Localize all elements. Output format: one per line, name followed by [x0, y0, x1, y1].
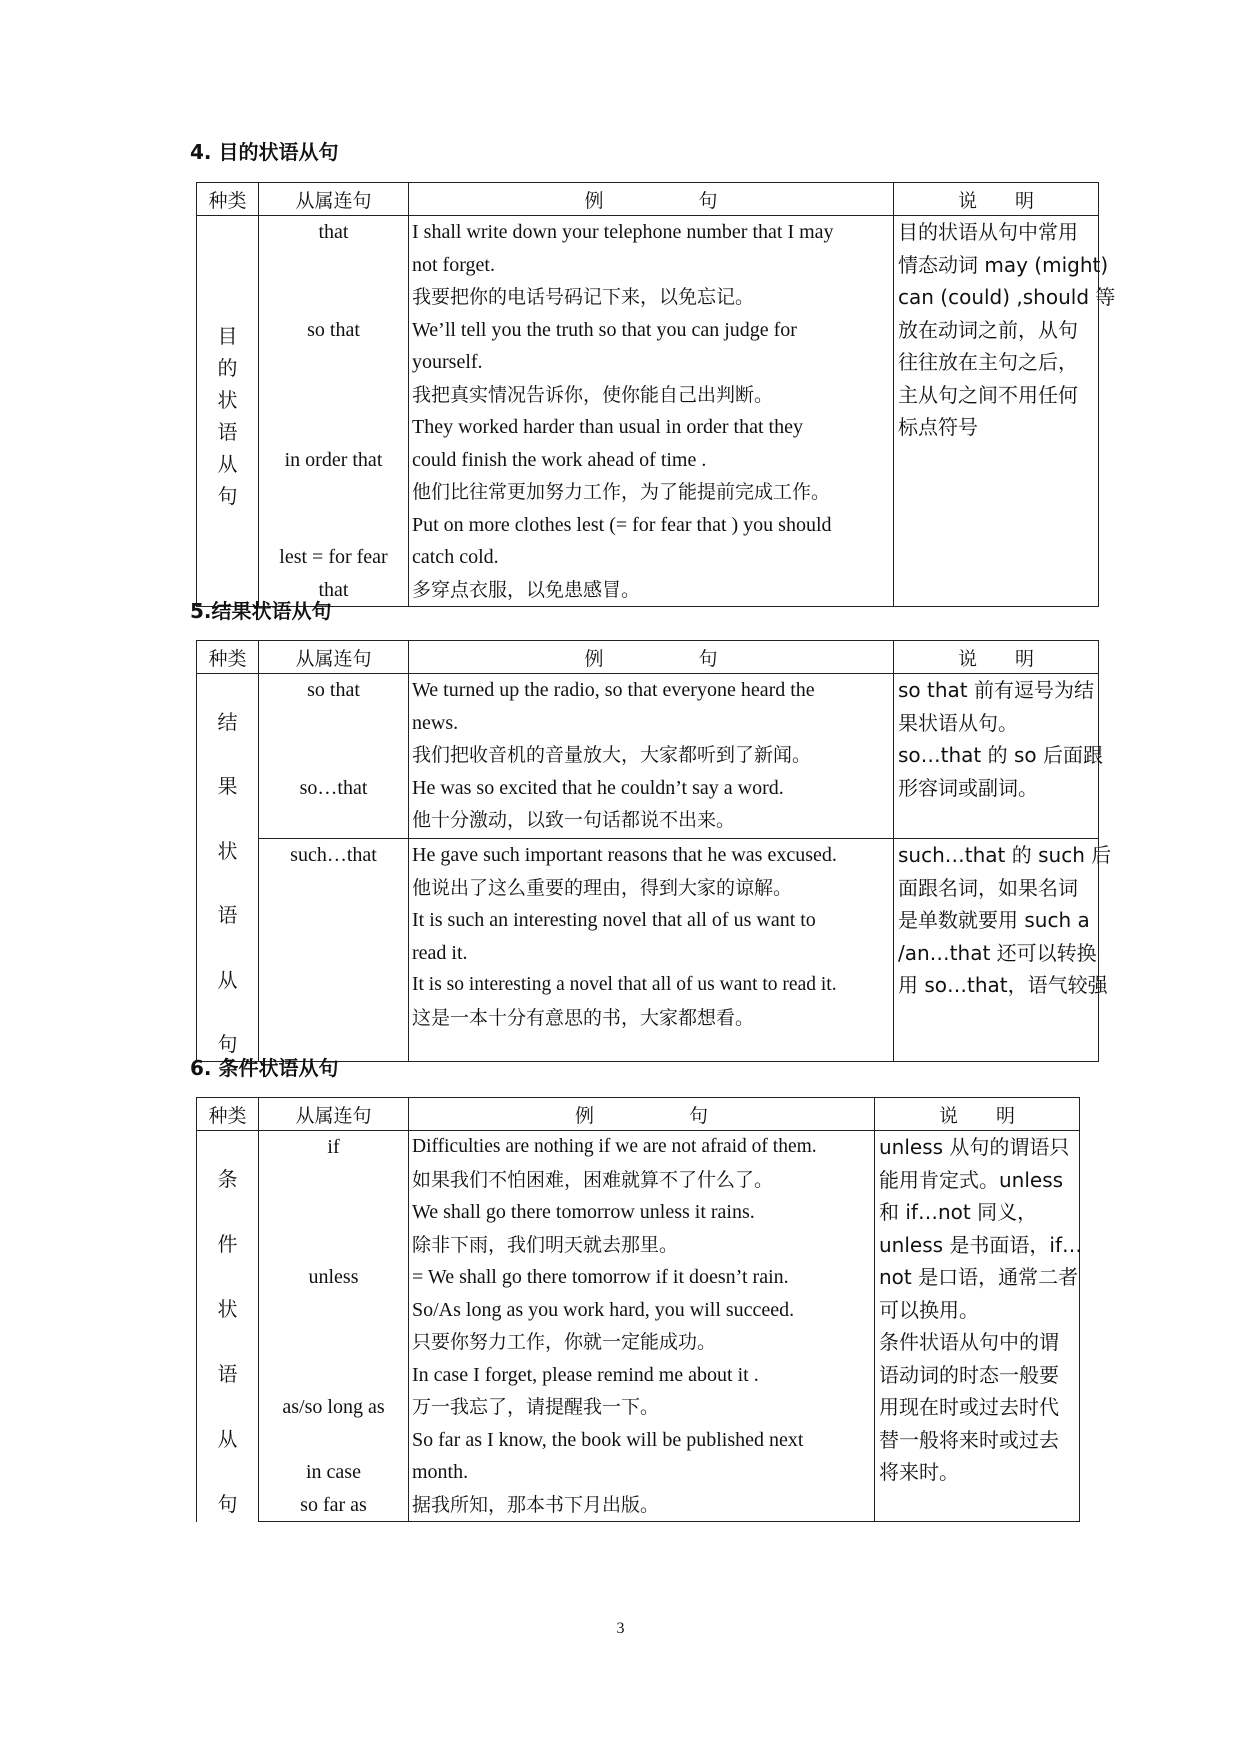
- note-line: so…that 的 so 后面跟: [898, 743, 1103, 767]
- note-line: 能用肯定式。unless: [879, 1167, 1064, 1192]
- category-char: 件: [217, 1232, 238, 1256]
- example-cell: [409, 216, 894, 607]
- example-line: 多穿点衣服，以免患感冒。: [412, 578, 641, 601]
- category-char: 句: [217, 484, 238, 508]
- note-line: unless 是书面语，if…: [879, 1232, 1083, 1257]
- example-line: could finish the work ahead of time .: [412, 448, 707, 471]
- header-note: 说 明: [875, 1098, 1080, 1131]
- category-char: 从: [217, 1427, 238, 1451]
- category-char: 状: [217, 1297, 238, 1321]
- table-row: [197, 1131, 1080, 1522]
- conjunction-line: [259, 509, 408, 542]
- table-header-row: [197, 183, 1099, 216]
- section-title-purpose: 4. 目的状语从句: [190, 140, 339, 164]
- conjunction-line: [259, 1359, 408, 1392]
- section-title-condition: 6. 条件状语从句: [190, 1056, 339, 1080]
- conjunction-line: unless: [308, 1266, 359, 1288]
- conjunction-line: so far as: [300, 1493, 367, 1516]
- header-example: 例 句: [409, 1098, 875, 1131]
- condition-clause-table: [196, 1097, 1083, 1522]
- note-line: 是单数就要用 such a: [898, 908, 1090, 932]
- note-line: 语动词的时态一般要: [879, 1362, 1059, 1387]
- example-line: not forget.: [412, 253, 495, 276]
- example-line: 万一我忘了，请提醒我一下。: [412, 1396, 660, 1418]
- table-row: [197, 674, 1099, 839]
- category-char: 从: [217, 968, 238, 992]
- note-line: /an…that 还可以转换: [898, 940, 1097, 965]
- example-line: They worked harder than usual in order that they: [412, 416, 803, 438]
- example-cell: [409, 674, 894, 839]
- note-line: 情态动词 may (might): [898, 252, 1109, 277]
- header-example: 例 句: [409, 183, 894, 216]
- conjunction-line: in order that: [284, 448, 383, 471]
- conjunction-cell: [259, 674, 409, 839]
- note-line: 和 if…not 同义，: [879, 1200, 1038, 1224]
- page-number: 3: [616, 1620, 625, 1637]
- conjunction-line: [259, 707, 408, 740]
- example-line: Put on more clothes lest (= for fear that ) you should: [412, 513, 832, 536]
- note-line: such…that 的 such 后: [898, 843, 1112, 867]
- conjunction-line: [259, 804, 408, 837]
- category-char: 语: [217, 903, 238, 927]
- example-line: He gave such important reasons that he was excused.: [412, 844, 837, 866]
- note-cell: [894, 839, 1112, 1062]
- table-row: [197, 216, 1099, 607]
- example-line: 如果我们不怕困难，困难就算不了什么了。: [412, 1168, 774, 1191]
- category-char: 目: [217, 324, 238, 348]
- example-line: 据我所知，那本书下月出版。: [412, 1493, 660, 1516]
- note-line: 条件状语从句中的谓: [879, 1330, 1059, 1354]
- note-line: can (could) ,should 等: [898, 285, 1116, 309]
- header-category: 种类: [197, 641, 259, 674]
- category-cell: [197, 674, 259, 1062]
- example-line: 他十分激动，以致一句话都说不出来。: [412, 809, 736, 831]
- note-line: 面跟名词，如果名词: [898, 875, 1078, 900]
- note-line: 形容词或副词。: [898, 775, 1038, 800]
- conjunction-line: [259, 476, 408, 509]
- conjunction-line: [259, 346, 408, 379]
- conjunction-line: if: [327, 1136, 340, 1158]
- conjunction-line: so that: [307, 318, 360, 341]
- table-row: [197, 839, 1099, 1062]
- category-char: 状: [217, 839, 238, 863]
- header-conjunction: 从属连句: [259, 183, 409, 216]
- example-line: Difficulties are nothing if we are not afraid of them.: [412, 1136, 817, 1157]
- category-char: 状: [217, 388, 238, 412]
- conjunction-line: [259, 1424, 408, 1457]
- category-char: 句: [217, 1032, 238, 1056]
- note-line: 目的状语从句中常用: [898, 220, 1078, 244]
- note-line: 用现在时或过去时代: [879, 1395, 1059, 1419]
- example-line: 他说出了这么重要的理由，得到大家的谅解。: [412, 876, 793, 899]
- category-char: 条: [217, 1167, 238, 1191]
- conjunction-line: so…that: [299, 776, 368, 799]
- note-cell: [894, 216, 1116, 607]
- example-line: 只要你努力工作，你就一定能成功。: [412, 1331, 717, 1353]
- conjunction-line: in case: [306, 1461, 361, 1483]
- example-cell: [409, 839, 894, 1062]
- conjunction-line: [259, 281, 408, 314]
- example-line: We turned up the radio, so that everyone heard the: [412, 679, 815, 701]
- note-line: 主从句之间不用任何: [898, 382, 1078, 407]
- purpose-clause-table: [196, 182, 1116, 607]
- example-line: We’ll tell you the truth so that you can judge for: [412, 318, 797, 341]
- note-line: 果状语从句。: [898, 710, 1018, 735]
- category-char: 语: [217, 1362, 238, 1386]
- note-line: 标点符号: [898, 415, 978, 439]
- conjunction-line: [259, 1229, 408, 1262]
- conjunction-line: that: [318, 221, 349, 243]
- note-cell: [894, 674, 1103, 839]
- example-line: He was so excited that he couldn’t say a word.: [412, 776, 784, 799]
- header-note: 说 明: [894, 183, 1099, 216]
- note-line: 可以换用。: [879, 1297, 979, 1322]
- table-header-row: [197, 641, 1099, 674]
- conjunction-line: [259, 249, 408, 282]
- example-line: It is so interesting a novel that all of us want to read it.: [412, 974, 837, 995]
- example-line: We shall go there tomorrow unless it rains.: [412, 1201, 755, 1223]
- conjunction-line: [259, 1326, 408, 1359]
- example-line: It is such an interesting novel that all of us want to: [412, 909, 816, 931]
- conjunction-line: that: [318, 578, 349, 601]
- section-title-result: 5.结果状语从句: [190, 599, 332, 623]
- header-category: 种类: [197, 1098, 259, 1131]
- example-line: 这是一本十分有意思的书，大家都想看。: [412, 1006, 755, 1029]
- header-conjunction: 从属连句: [259, 1098, 409, 1131]
- note-cell: [875, 1131, 1083, 1522]
- note-line: 放在动词之前，从句: [898, 317, 1078, 342]
- category-char: 句: [217, 1492, 238, 1516]
- example-cell: [409, 1131, 875, 1522]
- category-cell: [197, 1131, 259, 1522]
- note-line: 往往放在主句之后，: [898, 350, 1078, 374]
- header-conjunction: 从属连句: [259, 641, 409, 674]
- note-line: 替一般将来时或过去: [879, 1427, 1059, 1452]
- header-example: 例 句: [409, 641, 894, 674]
- category-char: 语: [217, 420, 238, 444]
- result-clause-table: [196, 640, 1112, 1062]
- category-cell: [197, 216, 259, 607]
- conjunction-line: such…that: [290, 844, 377, 866]
- example-line: I shall write down your telephone number that I may: [412, 221, 834, 243]
- example-line: news.: [412, 711, 459, 734]
- category-char: 的: [217, 356, 238, 380]
- table-header-row: [197, 1098, 1080, 1131]
- conjunction-line: lest = for fear: [279, 546, 388, 568]
- conjunction-cell: [259, 216, 409, 607]
- category-char: 果: [217, 774, 238, 798]
- note-line: so that 前有逗号为结: [898, 678, 1094, 702]
- category-char: 结: [217, 710, 238, 734]
- example-line: 我把真实情况告诉你，使你能自己出判断。: [412, 383, 774, 406]
- example-line: 我们把收音机的音量放大，大家都听到了新闻。: [412, 744, 812, 766]
- category-char: 从: [217, 452, 238, 476]
- example-line: month.: [412, 1461, 469, 1483]
- conjunction-cell: [259, 839, 409, 1062]
- example-line: 我要把你的电话号码记下来，以免忘记。: [412, 286, 755, 308]
- conjunction-line: so that: [307, 679, 360, 701]
- note-line: unless 从句的谓语只: [879, 1135, 1070, 1159]
- conjunction-line: [259, 1196, 408, 1229]
- example-line: 他们比往常更加努力工作，为了能提前完成工作。: [412, 481, 831, 503]
- example-line: = We shall go there tomorrow if it doesn’t rain.: [412, 1266, 789, 1288]
- conjunction-cell: [259, 1131, 409, 1522]
- header-note: 说 明: [894, 641, 1099, 674]
- example-line: So far as I know, the book will be published next: [412, 1428, 804, 1451]
- header-category: 种类: [197, 183, 259, 216]
- example-line: So/As long as you work hard, you will succeed.: [412, 1298, 795, 1321]
- note-line: not 是口语，通常二者: [879, 1265, 1079, 1289]
- example-line: yourself.: [412, 351, 483, 373]
- example-line: read it.: [412, 941, 468, 964]
- conjunction-line: [259, 411, 408, 444]
- conjunction-line: [259, 379, 408, 412]
- conjunction-line: as/so long as: [282, 1396, 385, 1418]
- example-line: 除非下雨，我们明天就去那里。: [412, 1233, 679, 1256]
- note-line: 用 so…that，语气较强: [898, 973, 1108, 997]
- example-line: In case I forget, please remind me about it .: [412, 1363, 759, 1386]
- example-line: catch cold.: [412, 546, 499, 568]
- conjunction-line: [259, 1294, 408, 1327]
- conjunction-line: [259, 739, 408, 772]
- note-line: 将来时。: [879, 1460, 959, 1484]
- conjunction-line: [259, 1164, 408, 1197]
